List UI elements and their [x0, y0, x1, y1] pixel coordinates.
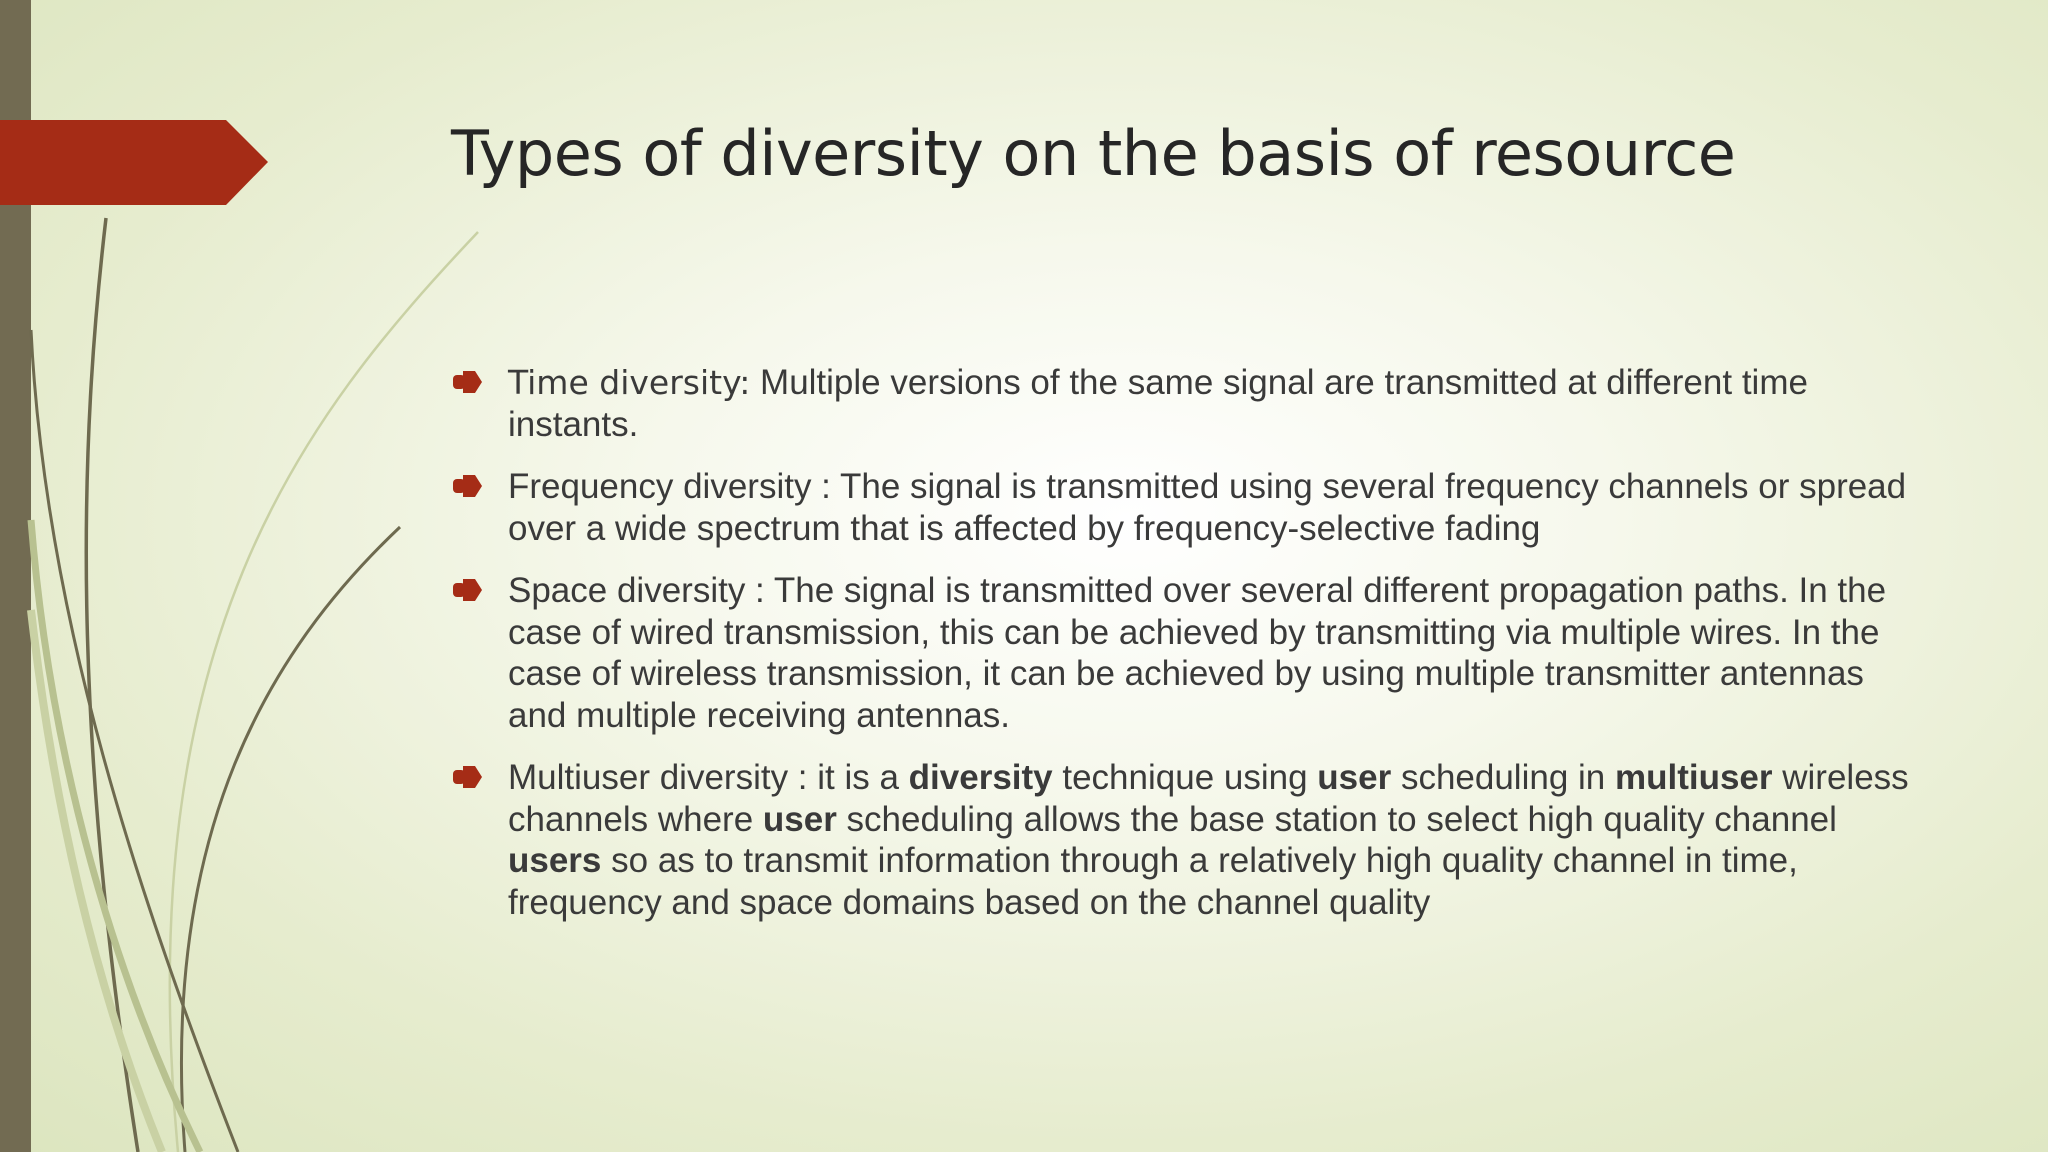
- bullet-body: The signal is transmitted using several frequency channels or spread over a wide spectrum that is affected by frequency-selective fading: [508, 467, 1907, 548]
- bullet-term: Time diversity:: [508, 363, 751, 402]
- bullet-term: Space diversity :: [508, 571, 765, 610]
- bullet-body-part: wireless channels where: [508, 758, 1909, 839]
- bullet-term: Multiuser diversity :: [508, 758, 808, 797]
- bullet-text: [508, 571, 1886, 735]
- bullet-time-diversity: [451, 362, 1931, 445]
- bold-term: user: [762, 799, 837, 839]
- bold-term: diversity: [908, 758, 1053, 797]
- bullet-body-part: scheduling in: [1391, 758, 1615, 797]
- right-arrow-bullet-icon: [453, 579, 483, 601]
- bullet-multiuser-diversity: [451, 757, 1931, 923]
- bold-term: user: [1317, 758, 1392, 797]
- bullet-term: Frequency diversity :: [508, 467, 831, 506]
- bullet-text: [508, 363, 1808, 444]
- bullet-body-part: so as to transmit information through a relatively high quality channel in time, frequency and space domains based on the channel quality: [508, 841, 1798, 922]
- bullet-space-diversity: [451, 570, 1931, 736]
- bullet-frequency-diversity: [451, 466, 1931, 549]
- bold-term: users: [508, 841, 602, 880]
- bullet-body-part: it is a: [807, 758, 909, 797]
- bullet-text: [508, 758, 1909, 922]
- bullet-body-part: technique using: [1052, 758, 1318, 797]
- bullet-body: Multiple versions of the same signal are transmitted at different time instants.: [508, 363, 1808, 444]
- bullet-text: [508, 467, 1906, 548]
- right-arrow-bullet-icon: [453, 766, 483, 788]
- right-arrow-bullet-icon: [453, 475, 483, 497]
- bullet-list: [451, 362, 1931, 944]
- title-arrow-shape: [0, 120, 270, 205]
- right-arrow-bullet-icon: [453, 371, 483, 393]
- bold-term: multiuser: [1614, 758, 1773, 797]
- bullet-body: The signal is transmitted over several different propagation paths. In the case of wired transmission, this can be achieved by transmitting via multiple wires. In the case of wireless transmission, it can be achieved by using multiple transmitter antennas and multiple receiving antennas.: [508, 571, 1887, 735]
- bullet-body-part: scheduling allows the base station to select high quality channel: [836, 799, 1837, 839]
- slide-title: Types of diversity on the basis of resource: [451, 117, 1736, 190]
